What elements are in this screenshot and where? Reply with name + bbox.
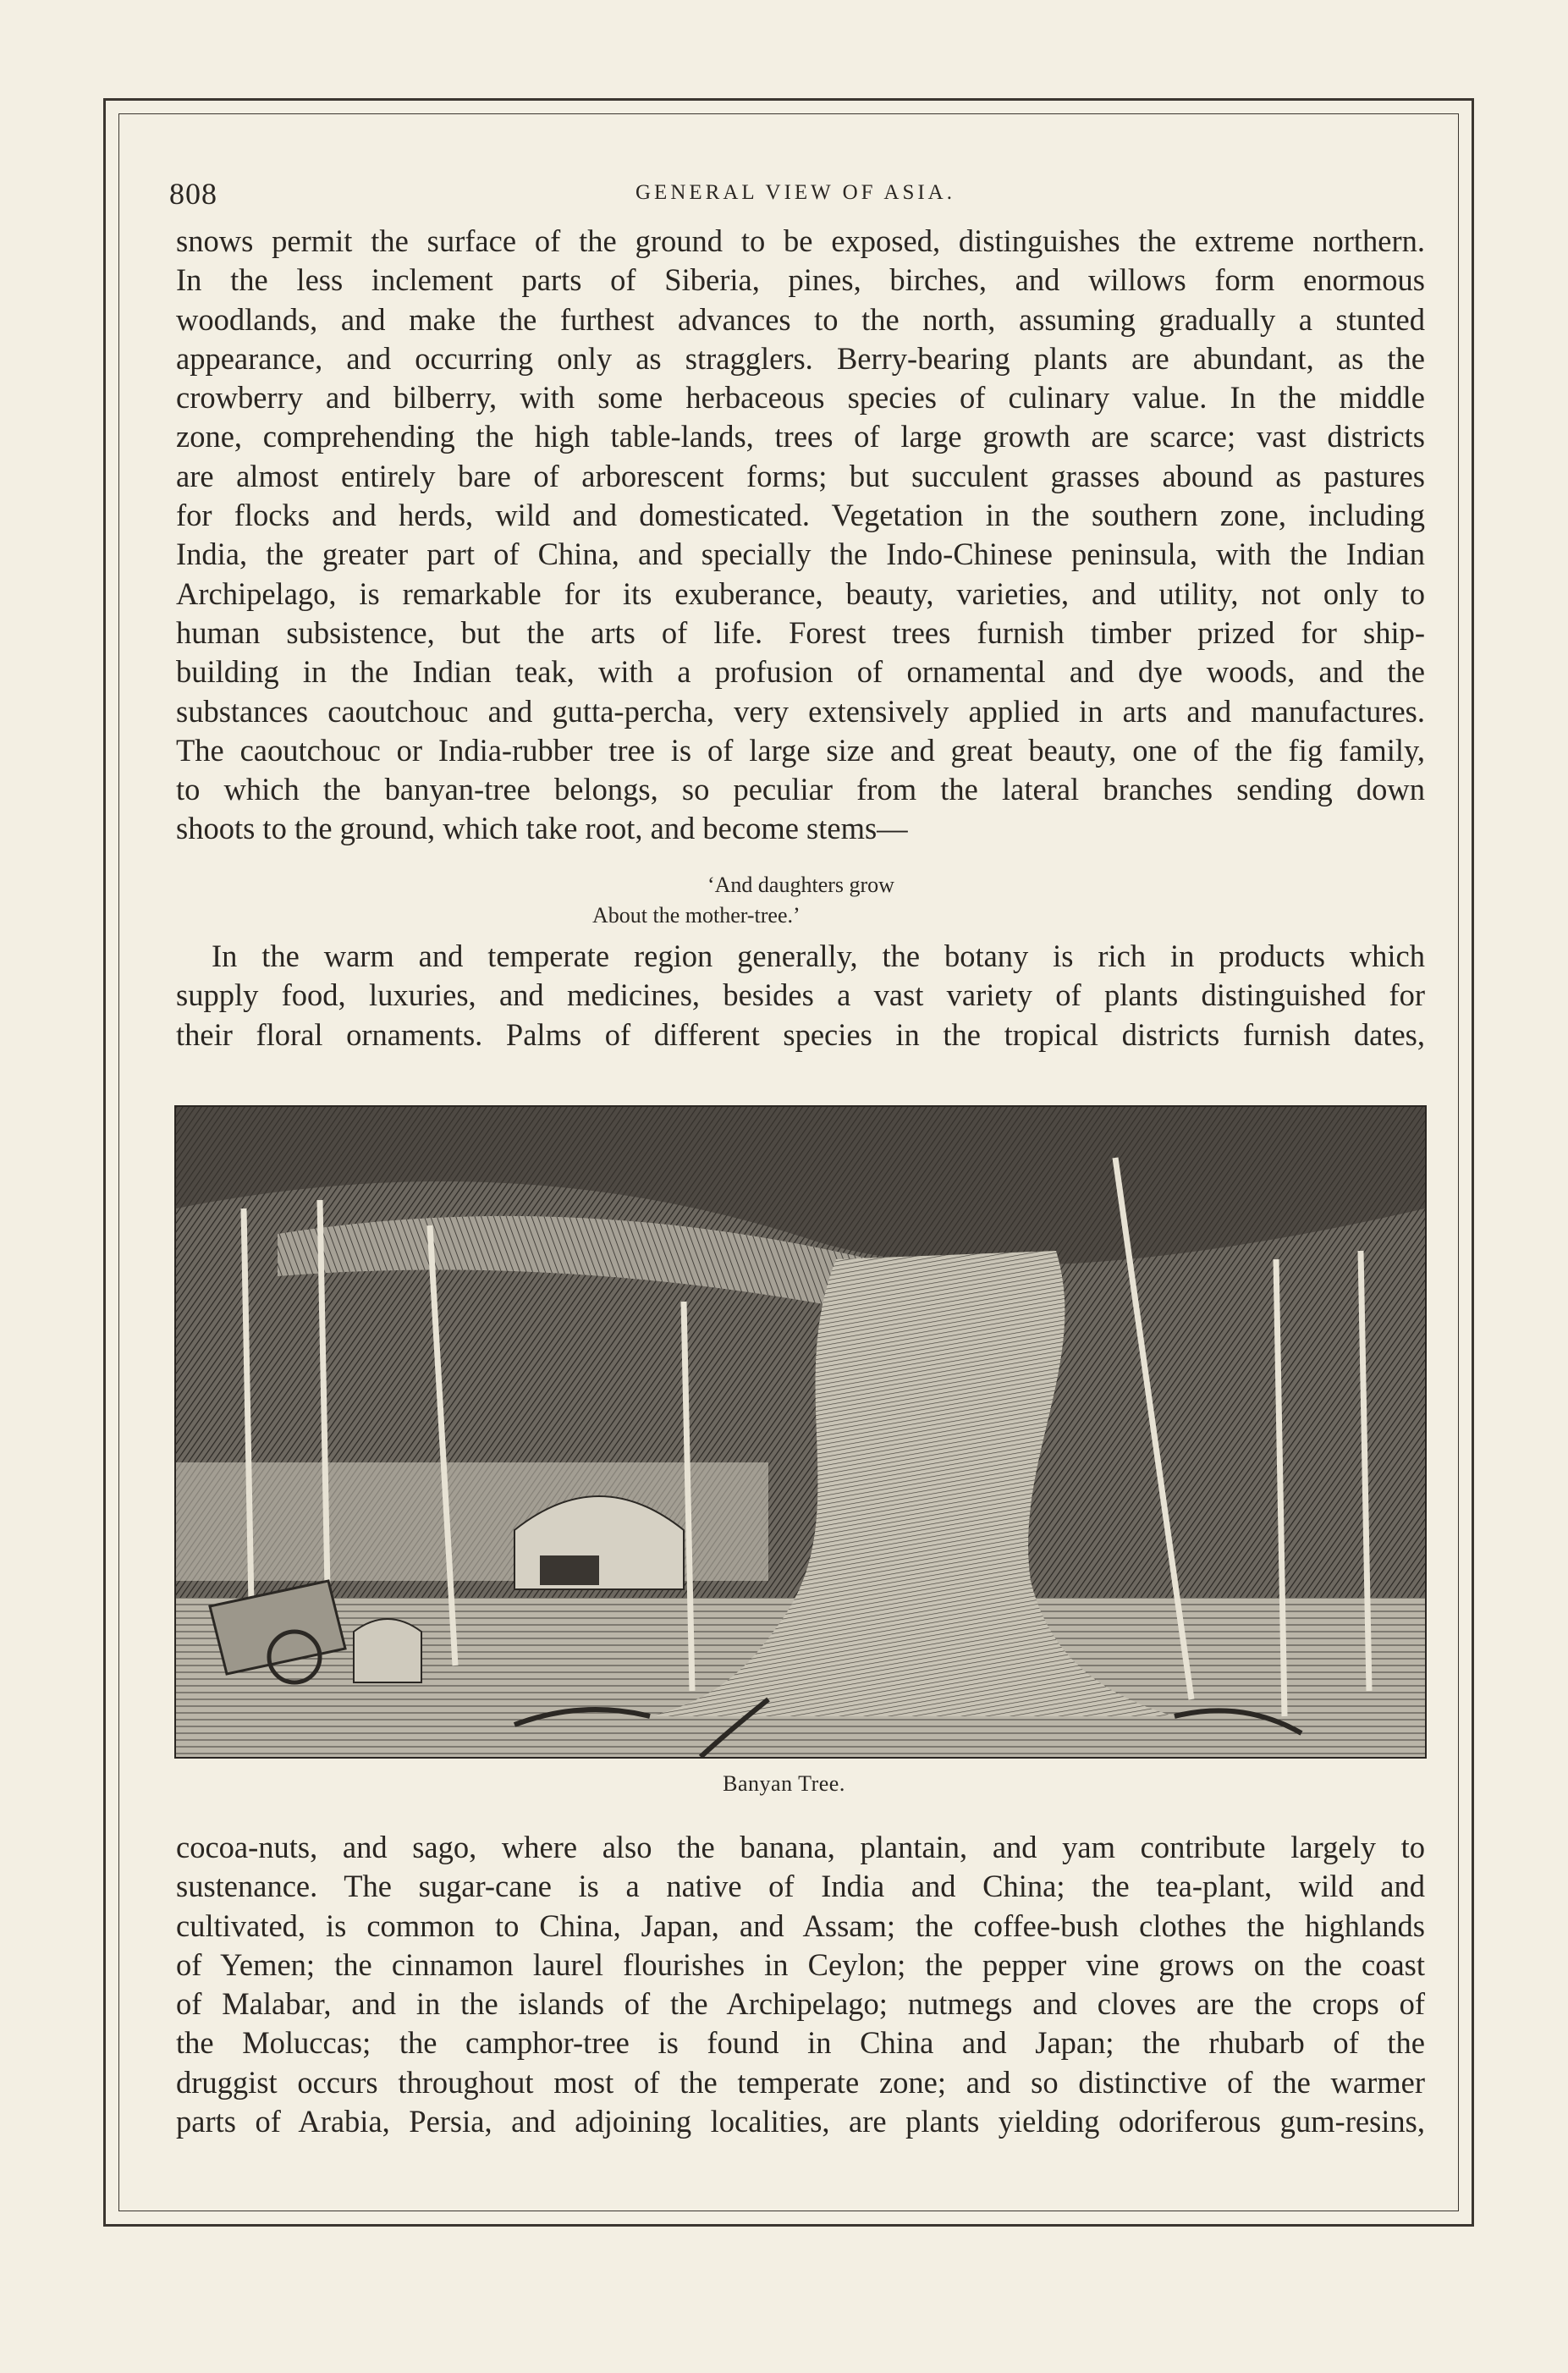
- text-line: sustenance. The sugar-cane is a native of India and China; the tea-plant, wild and: [176, 1869, 1425, 1904]
- paragraph-3: [176, 1828, 1425, 2141]
- text-line: substances caoutchouc and gutta-percha, very extensively applied in arts and manufactures.: [176, 693, 1425, 729]
- text-line: for flocks and herds, wild and domesticated. Vegetation in the southern zone, including: [176, 498, 1425, 533]
- text-line: the Moluccas; the camphor-tree is found in China and Japan; the rhubarb of the: [176, 2025, 1425, 2061]
- running-head: GENERAL VIEW OF ASIA.: [635, 181, 955, 204]
- paragraph-2: [176, 937, 1425, 1054]
- text-line: supply food, luxuries, and medicines, besides a vast variety of plants distinguished for: [176, 977, 1425, 1013]
- text-line: In the less inclement parts of Siberia, pines, birches, and willows form enormous: [176, 262, 1425, 298]
- text-line: zone, comprehending the high table-lands, trees of large growth are scarce; vast districts: [176, 419, 1425, 454]
- text-line: crowberry and bilberry, with some herbaceous species of culinary value. In the middle: [176, 380, 1425, 416]
- text-line: parts of Arabia, Persia, and adjoining localities, are plants yielding odoriferous gum-resins,: [176, 2104, 1425, 2139]
- text-line: appearance, and occurring only as stragglers. Berry-bearing plants are abundant, as the: [176, 340, 1425, 376]
- text-line: India, the greater part of China, and specially the Indo-Chinese peninsula, with the Indian: [176, 537, 1425, 572]
- figure-caption: Banyan Tree.: [723, 1771, 845, 1796]
- text-line: human subsistence, but the arts of life. Forest trees furnish timber prized for ship-: [176, 614, 1425, 650]
- page-number: 808: [169, 177, 217, 211]
- text-line: of Yemen; the cinnamon laurel flourishes in Ceylon; the pepper vine grows on the coast: [176, 1946, 1425, 1982]
- page-header: [169, 176, 1422, 218]
- text-line: snows permit the surface of the ground to be exposed, distinguishes the extreme northern.: [176, 223, 1425, 258]
- banyan-tree-engraving: [174, 1105, 1427, 1759]
- text-line: woodlands, and make the furthest advances to the north, assuming gradually a stunted: [176, 301, 1425, 337]
- text-line: cocoa-nuts, and sago, where also the banana, plantain, and yam contribute largely to: [176, 1830, 1425, 1864]
- quote-line-1: ‘And daughters grow: [707, 873, 894, 897]
- text-line: The caoutchouc or India-rubber tree is of large size and great beauty, one of the fig family,: [176, 732, 1425, 768]
- text-line: are almost entirely bare of arborescent forms; but succulent grasses abound as pastures: [176, 458, 1425, 493]
- text-line: their floral ornaments. Palms of different species in the tropical districts furnish dates,: [176, 1016, 1425, 1052]
- text-line: druggist occurs throughout most of the temperate zone; and so distinctive of the warmer: [176, 2064, 1425, 2100]
- verse-quote: [592, 870, 1015, 931]
- text-line: of Malabar, and in the islands of the Archipelago; nutmegs and cloves are the crops of: [176, 1986, 1425, 2022]
- text-line: building in the Indian teak, with a profusion of ornamental and dye woods, and the: [176, 654, 1425, 690]
- text-line: cultivated, is common to China, Japan, and Assam; the coffee-bush clothes the highlands: [176, 1908, 1425, 1943]
- text-line: In the warm and temperate region generally, the botany is rich in products which: [212, 939, 1425, 973]
- text-line: Archipelago, is remarkable for its exuberance, beauty, varieties, and utility, not only to: [176, 575, 1425, 611]
- text-line: to which the banyan-tree belongs, so peculiar from the lateral branches sending down: [176, 772, 1425, 807]
- quote-line-2: About the mother-tree.’: [592, 903, 801, 928]
- text-line: shoots to the ground, which take root, and become stems—: [176, 811, 908, 846]
- paragraph-1: [176, 222, 1425, 849]
